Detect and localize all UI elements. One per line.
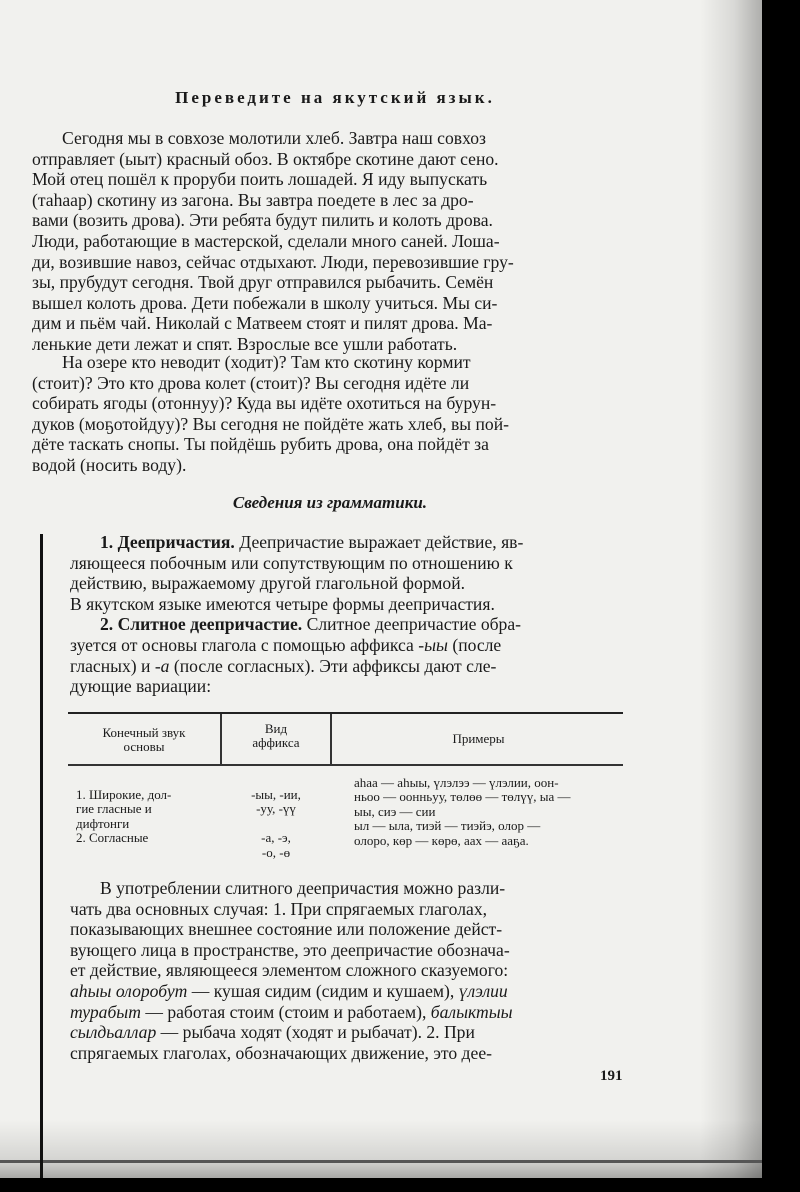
text-line: ленькие дети лежат и спят. Взрослые все ушли работать. <box>32 333 458 354</box>
table-header-rule <box>68 764 623 766</box>
example-italic: турабыт <box>70 1001 141 1022</box>
header-line: основы <box>123 739 165 755</box>
table-cell-line: -ыы, -ии, <box>251 787 301 802</box>
table-cell-line: гие гласные и <box>76 801 152 817</box>
text-line: показывающих внешнее состояние или положение дейст- <box>70 919 503 940</box>
text-run: (после согласных). Эти аффиксы дают сле- <box>169 655 497 676</box>
table-spacer <box>224 817 328 831</box>
table-cell-line: 1. Широкие, дол- <box>76 787 172 802</box>
grammar-paragraph <box>70 532 628 697</box>
page-shadow-right <box>700 0 762 1178</box>
term-bold: 2. Слитное деепричастие. <box>100 614 303 635</box>
table-header-col1 <box>74 726 214 755</box>
exercise-paragraph-2 <box>32 352 628 476</box>
text-line: вами (возить дрова). Эти ребята будут пилить и колоть дрова. <box>32 210 493 231</box>
text-line <box>70 656 628 677</box>
text-line: Мой отец пошёл к проруби поить лошадей. Я иду выпускать <box>32 169 488 190</box>
text-line <box>70 532 628 553</box>
text-line: ляющееся побочным или сопутствующим по отношению к <box>70 552 513 573</box>
exercise-paragraph-1 <box>32 128 628 355</box>
table-header-col2 <box>224 722 328 751</box>
page-shadow-bottom <box>0 1120 762 1178</box>
table-cell-line: ньоо — оонньуу, төлөө — төлүү, ыа — <box>354 789 571 805</box>
text-line: спрягаемых глаголах, обозначающих движение, это дее- <box>70 1042 492 1063</box>
table-cell-line: дифтонги <box>76 815 130 831</box>
text-line <box>70 981 628 1002</box>
text-line <box>70 1022 628 1043</box>
text-line <box>70 614 628 635</box>
example-italic: үлэлии <box>458 980 508 1001</box>
table-cell-line: -о, -ө <box>261 844 291 860</box>
affix-table <box>68 712 623 870</box>
example-italic: балыктыы <box>430 1001 513 1022</box>
example-italic: сылдьаллар <box>70 1022 157 1043</box>
text-line: отправляет (ыыт) красный обоз. В октябре скотине дают сено. <box>32 148 499 169</box>
text-line: вышел колоть дрова. Дети побежали в школу учиться. Мы си- <box>32 292 498 313</box>
text-line: (таhаар) скотину из загона. Вы завтра поедете в лес за дро- <box>32 189 474 210</box>
text-run: зуется от основы глагола с помощью аффикса <box>70 634 419 655</box>
exercise-heading: Переведите на якутский язык. <box>175 88 495 107</box>
affix-italic: -а <box>154 655 170 676</box>
text-line: На озере кто неводит (ходит)? Там кто скотину кормит <box>62 352 471 372</box>
text-line: В якутском языке имеются четыре формы деепричастия. <box>70 593 495 614</box>
table-col-examples <box>354 776 626 848</box>
text-line: ет действие, являющееся элементом сложного сказуемого: <box>70 960 509 981</box>
text-run: — рыбача ходят (ходят и рыбачат). 2. При <box>156 1022 475 1043</box>
text-line <box>70 635 628 656</box>
table-col-affix <box>224 788 328 860</box>
text-run: Слитное деепричастие обра- <box>302 614 522 635</box>
header-line: аффикса <box>252 735 300 751</box>
grammar-section-title: Сведения из грамматики. <box>232 493 428 512</box>
table-cell-line: ыл — ыла, тиэй — тиэйэ, олор — <box>354 818 541 834</box>
text-line: вующего лица в пространстве, это деепричастие обознача- <box>70 939 510 960</box>
text-run: — кушая сидим (сидим и кушаем), <box>187 980 459 1001</box>
affix-italic: -ыы <box>418 634 448 655</box>
table-cell-line: 2. Согласные <box>76 830 149 846</box>
text-line: водой (носить воду). <box>32 454 187 475</box>
text-line: действию, выражаемому другой глагольной формой. <box>70 573 466 594</box>
text-line: Люди, работающие в мастерской, сделали много саней. Лоша- <box>32 230 500 251</box>
text-line: собирать ягоды (отоннуу)? Куда вы идёте охотиться на бурун- <box>32 393 497 414</box>
text-line: В употреблении слитного деепричастия можно разли- <box>100 878 506 898</box>
header-line: Вид <box>264 721 288 736</box>
table-cell-line: ыы, сиэ — сии <box>354 803 436 819</box>
table-divider <box>330 714 332 764</box>
text-line: дёте таскать снопы. Ты пойдёшь рубить дрова, она пойдёт за <box>32 434 489 455</box>
text-run: — работая стоим (стоим и работаем), <box>140 1001 431 1022</box>
text-line: ди, возившие навоз, сейчас отдыхают. Люди, перевозившие гру- <box>32 251 514 272</box>
page-number: 191 <box>600 1068 623 1084</box>
margin-rule <box>40 534 43 1178</box>
table-header-col3: Примеры <box>452 731 505 746</box>
text-line: Сегодня мы в совхозе молотили хлеб. Завтра наш совхоз <box>62 128 486 148</box>
table-cell-line: аhаа — аhыы, үлэлээ — үлэлии, оон- <box>354 775 559 790</box>
text-line: дующие вариации: <box>70 676 212 697</box>
text-line: зы, прубудут сегодня. Твой друг отправился рыбачить. Семён <box>32 272 494 293</box>
text-line: чать два основных случая: 1. При спрягаемых глаголах, <box>70 898 488 919</box>
table-top-rule <box>68 712 623 714</box>
text-run: Деепричастие выражает действие, яв- <box>234 532 524 552</box>
example-italic: аhыы олоробут <box>70 980 188 1001</box>
term-bold: 1. Деепричастия. <box>100 532 235 552</box>
table-divider <box>220 714 222 764</box>
table-cell-line: -уу, -үү <box>256 801 296 817</box>
table-cell-line: олоро, көр — көрө, аах — ааҕа. <box>354 832 529 848</box>
text-line: дим и пьём чай. Николай с Матвеем стоят и пилят дрова. Ма- <box>32 313 493 334</box>
table-cell-line: -а, -э, <box>261 830 291 846</box>
table-col-sound <box>76 788 218 846</box>
page-edge-line <box>0 1160 762 1163</box>
header-line: Конечный звук <box>102 725 186 740</box>
text-line <box>70 1002 628 1023</box>
text-run: (после <box>447 634 502 655</box>
text-line: (стоит)? Это кто дрова колет (стоит)? Вы сегодня идёте ли <box>32 372 470 393</box>
text-line: дуков (моҕотойдуу)? Вы сегодня не пойдёте жать хлеб, вы пой- <box>32 413 509 434</box>
text-run: гласных) и <box>70 655 155 676</box>
usage-paragraph <box>70 878 628 1063</box>
